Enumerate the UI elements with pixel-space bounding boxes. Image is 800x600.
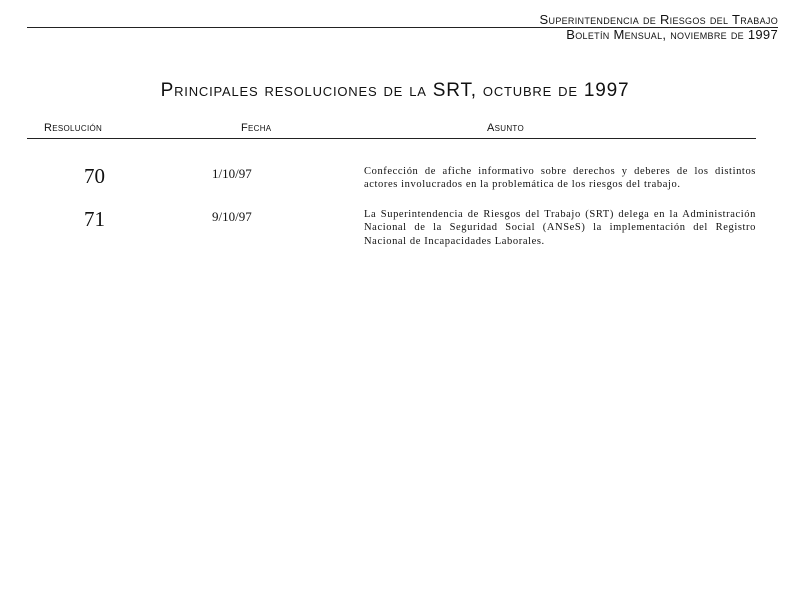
column-header-fecha: Fecha (241, 122, 272, 134)
resolution-subject: Confección de afiche informativo sobre derechos y deberes de los distintos actores involucrados en la problemática de los riesgos del trabajo. (364, 166, 756, 191)
resolution-date: 1/10/97 (212, 166, 252, 181)
resolution-number: 71 (84, 207, 105, 231)
column-header-asunto: Asunto (487, 122, 524, 134)
table-header-rule (27, 138, 756, 139)
header-organization: Superintendencia de Riesgos del Trabajo (539, 12, 778, 27)
header-rule (27, 27, 778, 28)
column-header-resolucion: Resolución (44, 122, 103, 134)
page-title: Principales resoluciones de la SRT, octubre de 1997 (160, 80, 630, 101)
resolution-number: 70 (84, 164, 105, 188)
header-bulletin: Boletín Mensual, noviembre de 1997 (566, 27, 778, 42)
resolution-date: 9/10/97 (212, 209, 252, 224)
resolution-subject: La Superintendencia de Riesgos del Trabajo (SRT) delega en la Administración Nacional de la Seguridad Social (ANSeS) la implementación del Registro Nacional de Incapacidades Laborales. (364, 209, 756, 247)
